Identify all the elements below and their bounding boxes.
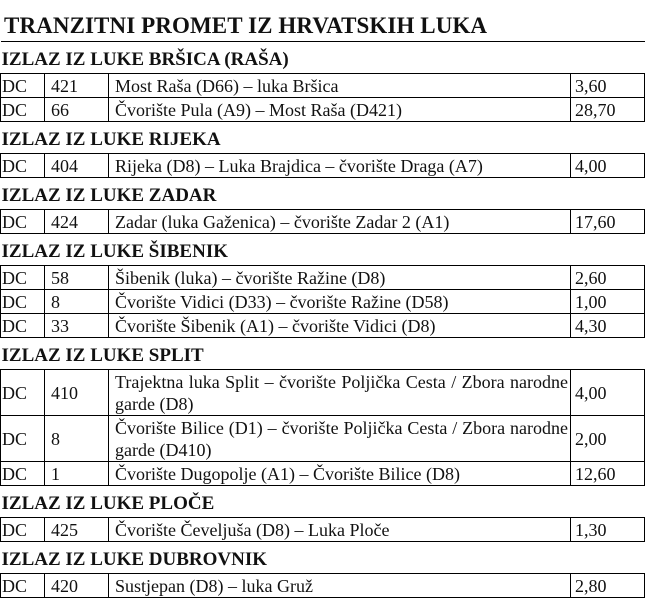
route-length-cell: 4,00 (571, 370, 645, 416)
road-type-cell: DC (1, 74, 45, 98)
route-description-cell: Čvorište Šibenik (A1) – čvorište Vidici (D8) (109, 314, 571, 338)
route-description-cell: Trajektna luka Split – čvorište Poljička Cesta / Zbora narodne garde (D8) (109, 370, 571, 416)
section-heading: IZLAZ IZ LUKE SPLIT (1, 338, 645, 370)
table-row (1, 98, 645, 122)
route-length-cell: 17,60 (571, 210, 645, 234)
route-length-cell: 12,60 (571, 462, 645, 486)
section-heading: IZLAZ IZ LUKE RIJEKA (1, 122, 645, 154)
road-type-cell: DC (1, 574, 45, 598)
route-length-cell: 28,70 (571, 98, 645, 122)
route-table (0, 41, 645, 598)
route-description-cell: Čvorište Vidici (D33) – čvorište Ražine (D58) (109, 290, 571, 314)
section-heading: IZLAZ IZ LUKE ŠIBENIK (1, 234, 645, 266)
road-number-cell: 424 (45, 210, 109, 234)
section-heading: IZLAZ IZ LUKE ZADAR (1, 178, 645, 210)
road-number-cell: 420 (45, 574, 109, 598)
road-number-cell: 421 (45, 74, 109, 98)
road-type-cell: DC (1, 210, 45, 234)
route-description-cell: Zadar (luka Gaženica) – čvorište Zadar 2 (A1) (109, 210, 571, 234)
route-description-cell: Šibenik (luka) – čvorište Ražine (D8) (109, 266, 571, 290)
road-type-cell: DC (1, 462, 45, 486)
road-type-cell: DC (1, 290, 45, 314)
route-description-cell: Most Raša (D66) – luka Bršica (109, 74, 571, 98)
section-heading-row (1, 542, 645, 574)
route-description-cell: Rijeka (D8) – Luka Brajdica – čvorište Draga (A7) (109, 154, 571, 178)
section-heading-row (1, 486, 645, 518)
section-heading: IZLAZ IZ LUKE DUBROVNIK (1, 542, 645, 574)
section-heading-row (1, 42, 645, 74)
road-number-cell: 8 (45, 416, 109, 462)
section-heading-row (1, 122, 645, 154)
road-type-cell: DC (1, 266, 45, 290)
road-type-cell: DC (1, 518, 45, 542)
route-length-cell: 4,00 (571, 154, 645, 178)
table-row (1, 370, 645, 416)
road-number-cell: 33 (45, 314, 109, 338)
section-heading-row (1, 338, 645, 370)
road-type-cell: DC (1, 98, 45, 122)
route-description-cell: Čvorište Pula (A9) – Most Raša (D421) (109, 98, 571, 122)
table-row (1, 154, 645, 178)
road-number-cell: 66 (45, 98, 109, 122)
road-number-cell: 404 (45, 154, 109, 178)
route-description-cell: Sustjepan (D8) – luka Gruž (109, 574, 571, 598)
route-length-cell: 1,30 (571, 518, 645, 542)
route-length-cell: 2,60 (571, 266, 645, 290)
road-number-cell: 425 (45, 518, 109, 542)
road-type-cell: DC (1, 314, 45, 338)
route-length-cell: 2,00 (571, 416, 645, 462)
road-number-cell: 8 (45, 290, 109, 314)
road-type-cell: DC (1, 154, 45, 178)
route-description-cell: Čvorište Bilice (D1) – čvorište Poljička Cesta / Zbora narodne garde (D410) (109, 416, 571, 462)
section-heading-row (1, 178, 645, 210)
table-row (1, 314, 645, 338)
section-heading: IZLAZ IZ LUKE BRŠICA (RAŠA) (1, 42, 645, 74)
route-length-cell: 1,00 (571, 290, 645, 314)
road-number-cell: 58 (45, 266, 109, 290)
page-title: TRANZITNI PROMET IZ HRVATSKIH LUKA (4, 13, 488, 38)
table-row (1, 290, 645, 314)
table-row (1, 74, 645, 98)
route-length-cell: 4,30 (571, 314, 645, 338)
road-number-cell: 410 (45, 370, 109, 416)
route-length-cell: 2,80 (571, 574, 645, 598)
table-row (1, 518, 645, 542)
route-length-cell: 3,60 (571, 74, 645, 98)
road-type-cell: DC (1, 370, 45, 416)
table-row (1, 416, 645, 462)
table-row (1, 574, 645, 598)
route-description-cell: Čvorište Čeveljuša (D8) – Luka Ploče (109, 518, 571, 542)
section-heading: IZLAZ IZ LUKE PLOČE (1, 486, 645, 518)
road-number-cell: 1 (45, 462, 109, 486)
table-row (1, 266, 645, 290)
table-row (1, 210, 645, 234)
road-type-cell: DC (1, 416, 45, 462)
table-row (1, 462, 645, 486)
section-heading-row (1, 234, 645, 266)
route-description-cell: Čvorište Dugopolje (A1) – Čvorište Bilice (D8) (109, 462, 571, 486)
